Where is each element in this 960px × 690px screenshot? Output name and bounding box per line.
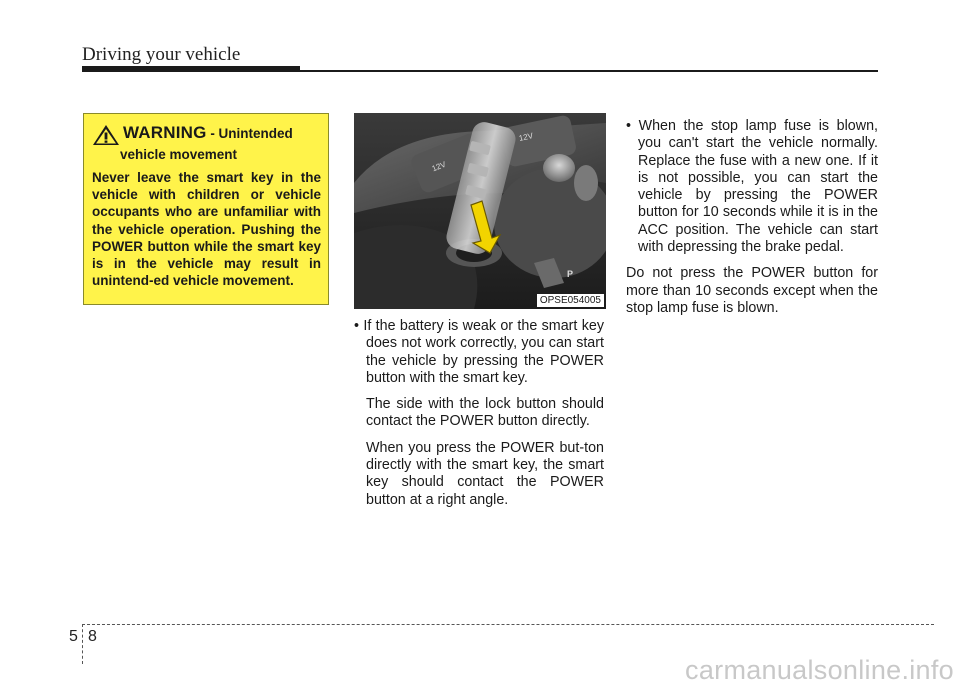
- socket-label-left: 12V: [430, 159, 448, 174]
- photo-illustration: [354, 113, 606, 309]
- right-angle-paragraph: When you press the POWER but-ton directly with the smart key, the smart key should contact the POWER button at a right angle.: [366, 439, 604, 508]
- middle-column: [354, 318, 604, 509]
- warning-label: WARNING: [123, 123, 207, 142]
- right-column: [626, 118, 878, 317]
- warning-subtitle-line2: vehicle movement: [120, 147, 238, 162]
- smart-key-photo: [354, 113, 606, 309]
- warning-triangle-icon: [92, 124, 120, 146]
- page-header-title: Driving your vehicle: [82, 44, 241, 65]
- footer-vertical-rule: [82, 624, 83, 664]
- fuse-bullet-text: When the stop lamp fuse is blown, you can't start the vehicle normally. Replace the fuse with a new one. If it is not possible, you can start the vehicle by pressing the POWER button for 10 seconds while it is in the ACC position. The vehicle can start with depressing the brake pedal.: [638, 118, 878, 256]
- warning-header: [92, 124, 321, 146]
- battery-bullet-text: If the battery is weak or the smart key does not work correctly, you can start the vehicle by pressing the POWER button with the smart key.: [363, 318, 604, 386]
- socket-label-right: 12V: [518, 131, 534, 143]
- warning-body: Never leave the smart key in the vehicle with children or vehicle occupants who are unfamiliar with the vehicle operation. Pushing the POWER button while the smart key is in the vehicle may result in unintend-ed vehicle movement.: [92, 170, 321, 289]
- watermark: carmanualsonline.info: [685, 655, 954, 685]
- warning-subtitle: - Unintended: [206, 126, 293, 141]
- fuse-bullet: • When the stop lamp fuse is blown, you can't start the vehicle normally. Replace the fuse with a new one. If it is not possible, you can start the vehicle by pressing the POWER button for 10 seconds while it is in the ACC position. The vehicle can start with depressing the brake pedal.: [626, 118, 878, 256]
- chapter-number: 5: [69, 628, 78, 645]
- power-button-paragraph: Do not press the POWER button for more than 10 seconds except when the stop lamp fuse is blown.: [626, 265, 878, 316]
- header-rule-thin: [300, 70, 878, 72]
- footer-rule: [82, 624, 934, 625]
- lock-side-paragraph: The side with the lock button should contact the POWER button directly.: [366, 396, 604, 430]
- gear-label: P: [567, 269, 574, 279]
- warning-box: [83, 113, 329, 305]
- photo-caption: OPSE054005: [537, 294, 604, 307]
- page-number: 8: [88, 628, 97, 645]
- battery-bullet: • If the battery is weak or the smart key does not work correctly, you can start the vehicle by pressing the POWER button with the smart key.: [354, 318, 604, 386]
- header-rule-thick: [82, 66, 300, 72]
